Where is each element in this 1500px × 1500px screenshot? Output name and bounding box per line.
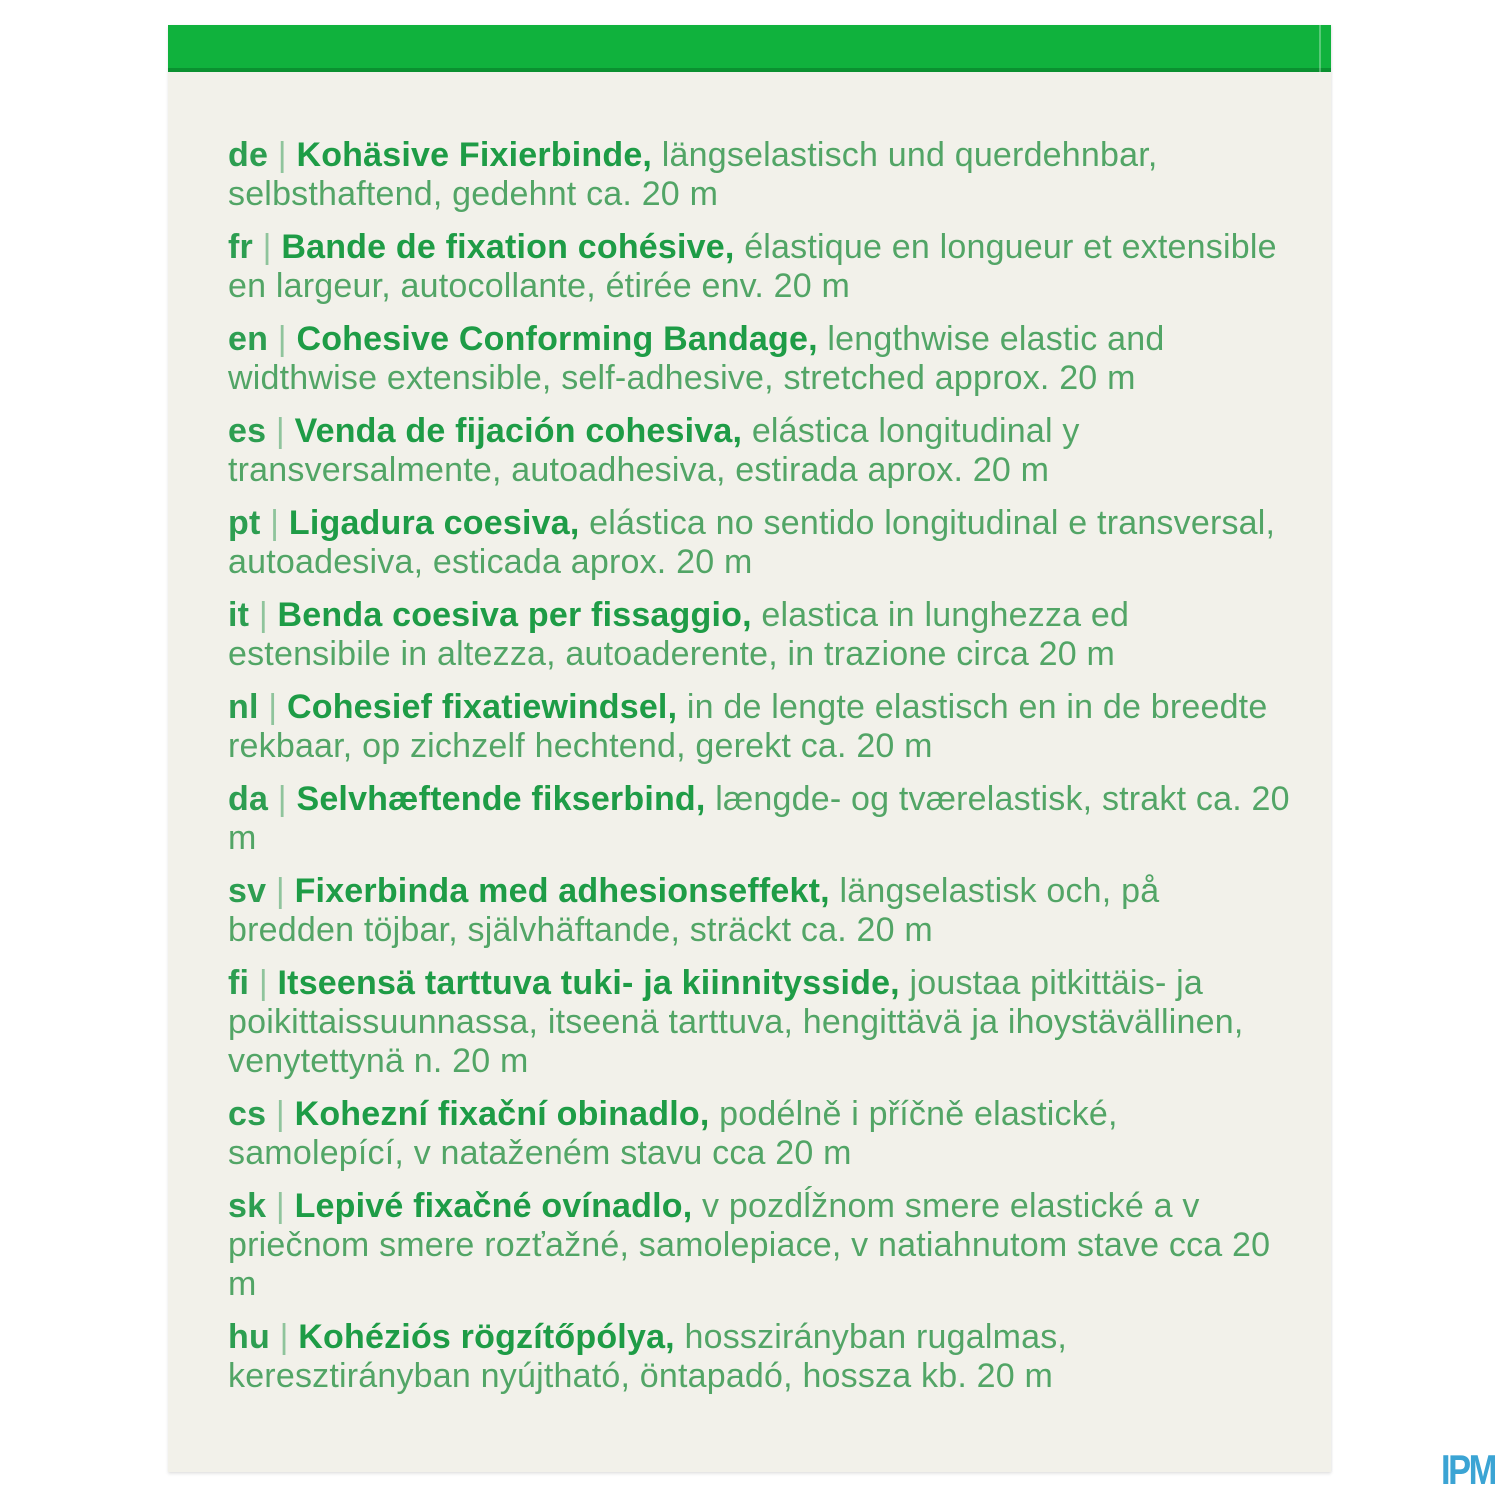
product-description: v pozdĺžnom smere elastické a v priečnom smere rozťažné, samolepiace, v natiahnutom stave cca 20 m xyxy=(228,1187,1271,1303)
separator-bar: | xyxy=(275,872,285,910)
separator-bar: | xyxy=(268,688,278,726)
separator-bar: | xyxy=(277,780,287,818)
language-code: sv xyxy=(228,872,267,910)
language-entry xyxy=(228,688,1291,766)
product-name: Fixerbinda med adhesionseffekt, xyxy=(294,872,830,910)
product-description: élastique en longueur et extensible en largeur, autocollante, étirée env. 20 m xyxy=(228,228,1277,305)
language-entry xyxy=(228,1095,1291,1173)
package-panel xyxy=(168,25,1331,1472)
product-name: Kohéziós rögzítőpólya, xyxy=(298,1318,675,1356)
language-entry xyxy=(228,320,1291,398)
product-description: hosszirányban rugalmas, keresztirányban nyújtható, öntapadó, hossza kb. 20 m xyxy=(228,1318,1068,1395)
product-description: elástica longitudinal y transversalmente, autoadhesiva, estirada aprox. 20 m xyxy=(228,412,1080,489)
language-code: hu xyxy=(228,1318,270,1356)
product-description: joustaa pitkittäis- ja poikittaissuunnassa, itseenä tarttuva, hengittävä ja ihoystävällinen, venytettynä n. 20 m xyxy=(228,964,1244,1080)
language-code: da xyxy=(228,780,269,818)
separator-bar: | xyxy=(262,228,272,266)
language-code: nl xyxy=(228,688,259,726)
product-name: Kohezní fixační obinadlo, xyxy=(294,1095,710,1133)
product-name: Lepivé fixačné ovínadlo, xyxy=(294,1187,693,1225)
separator-bar: | xyxy=(258,964,268,1002)
product-name: Cohesive Conforming Bandage, xyxy=(296,320,818,358)
product-description: længde- og tværelastisk, strakt ca. 20 m xyxy=(228,780,1290,857)
label-text-area xyxy=(168,72,1331,1396)
language-entry xyxy=(228,412,1291,490)
language-code: it xyxy=(228,596,250,634)
product-description: elastica in lunghezza ed estensibile in altezza, autoaderente, in trazione circa 20 m xyxy=(228,596,1130,673)
language-code: en xyxy=(228,320,269,358)
product-name: Benda coesiva per fissaggio, xyxy=(277,596,752,634)
separator-bar: | xyxy=(275,1095,285,1133)
ipm-watermark-logo: IPM xyxy=(1441,1446,1495,1493)
language-code: de xyxy=(228,136,269,174)
language-entry xyxy=(228,136,1291,214)
language-entry xyxy=(228,596,1291,674)
separator-bar: | xyxy=(279,1318,289,1356)
product-name: Itseensä tarttuva tuki- ja kiinnitysside, xyxy=(277,964,900,1002)
product-name: Venda de fijación cohesiva, xyxy=(294,412,743,450)
language-code: pt xyxy=(228,504,261,542)
separator-bar: | xyxy=(275,412,285,450)
language-code: fi xyxy=(228,964,250,1002)
product-description: lengthwise elastic and widthwise extensible, self-adhesive, stretched approx. 20 m xyxy=(228,320,1165,397)
language-entry xyxy=(228,504,1291,582)
product-description: in de lengte elastisch en in de breedte rekbaar, op zichzelf hechtend, gerekt ca. 20 m xyxy=(228,688,1268,765)
language-entry xyxy=(228,228,1291,306)
language-code: es xyxy=(228,412,267,450)
product-description: längselastisch und querdehnbar, selbsthaftend, gedehnt ca. 20 m xyxy=(228,136,1158,213)
language-entry xyxy=(228,964,1291,1081)
separator-bar: | xyxy=(277,136,287,174)
product-name: Selvhæftende fikserbind, xyxy=(296,780,706,818)
language-entry xyxy=(228,780,1291,858)
language-entry xyxy=(228,872,1291,950)
separator-bar: | xyxy=(258,596,268,634)
product-name: Bande de fixation cohésive, xyxy=(281,228,735,266)
product-description: podélně i příčně elastické, samolepící, v nataženém stavu cca 20 m xyxy=(228,1095,1118,1172)
separator-bar: | xyxy=(275,1187,285,1225)
brand-color-bar xyxy=(168,25,1331,72)
language-code: sk xyxy=(228,1187,267,1225)
language-entry xyxy=(228,1318,1291,1396)
product-description: längselastisk och, på bredden töjbar, självhäftande, sträckt ca. 20 m xyxy=(228,872,1160,949)
product-name: Ligadura coesiva, xyxy=(288,504,580,542)
separator-bar: | xyxy=(277,320,287,358)
language-code: cs xyxy=(228,1095,267,1133)
product-name: Kohäsive Fixierbinde, xyxy=(296,136,653,174)
separator-bar: | xyxy=(270,504,280,542)
language-entry xyxy=(228,1187,1291,1304)
product-name: Cohesief fixatiewindsel, xyxy=(286,688,678,726)
language-code: fr xyxy=(228,228,253,266)
product-description: elástica no sentido longitudinal e transversal, autoadesiva, esticada aprox. 20 m xyxy=(228,504,1276,581)
